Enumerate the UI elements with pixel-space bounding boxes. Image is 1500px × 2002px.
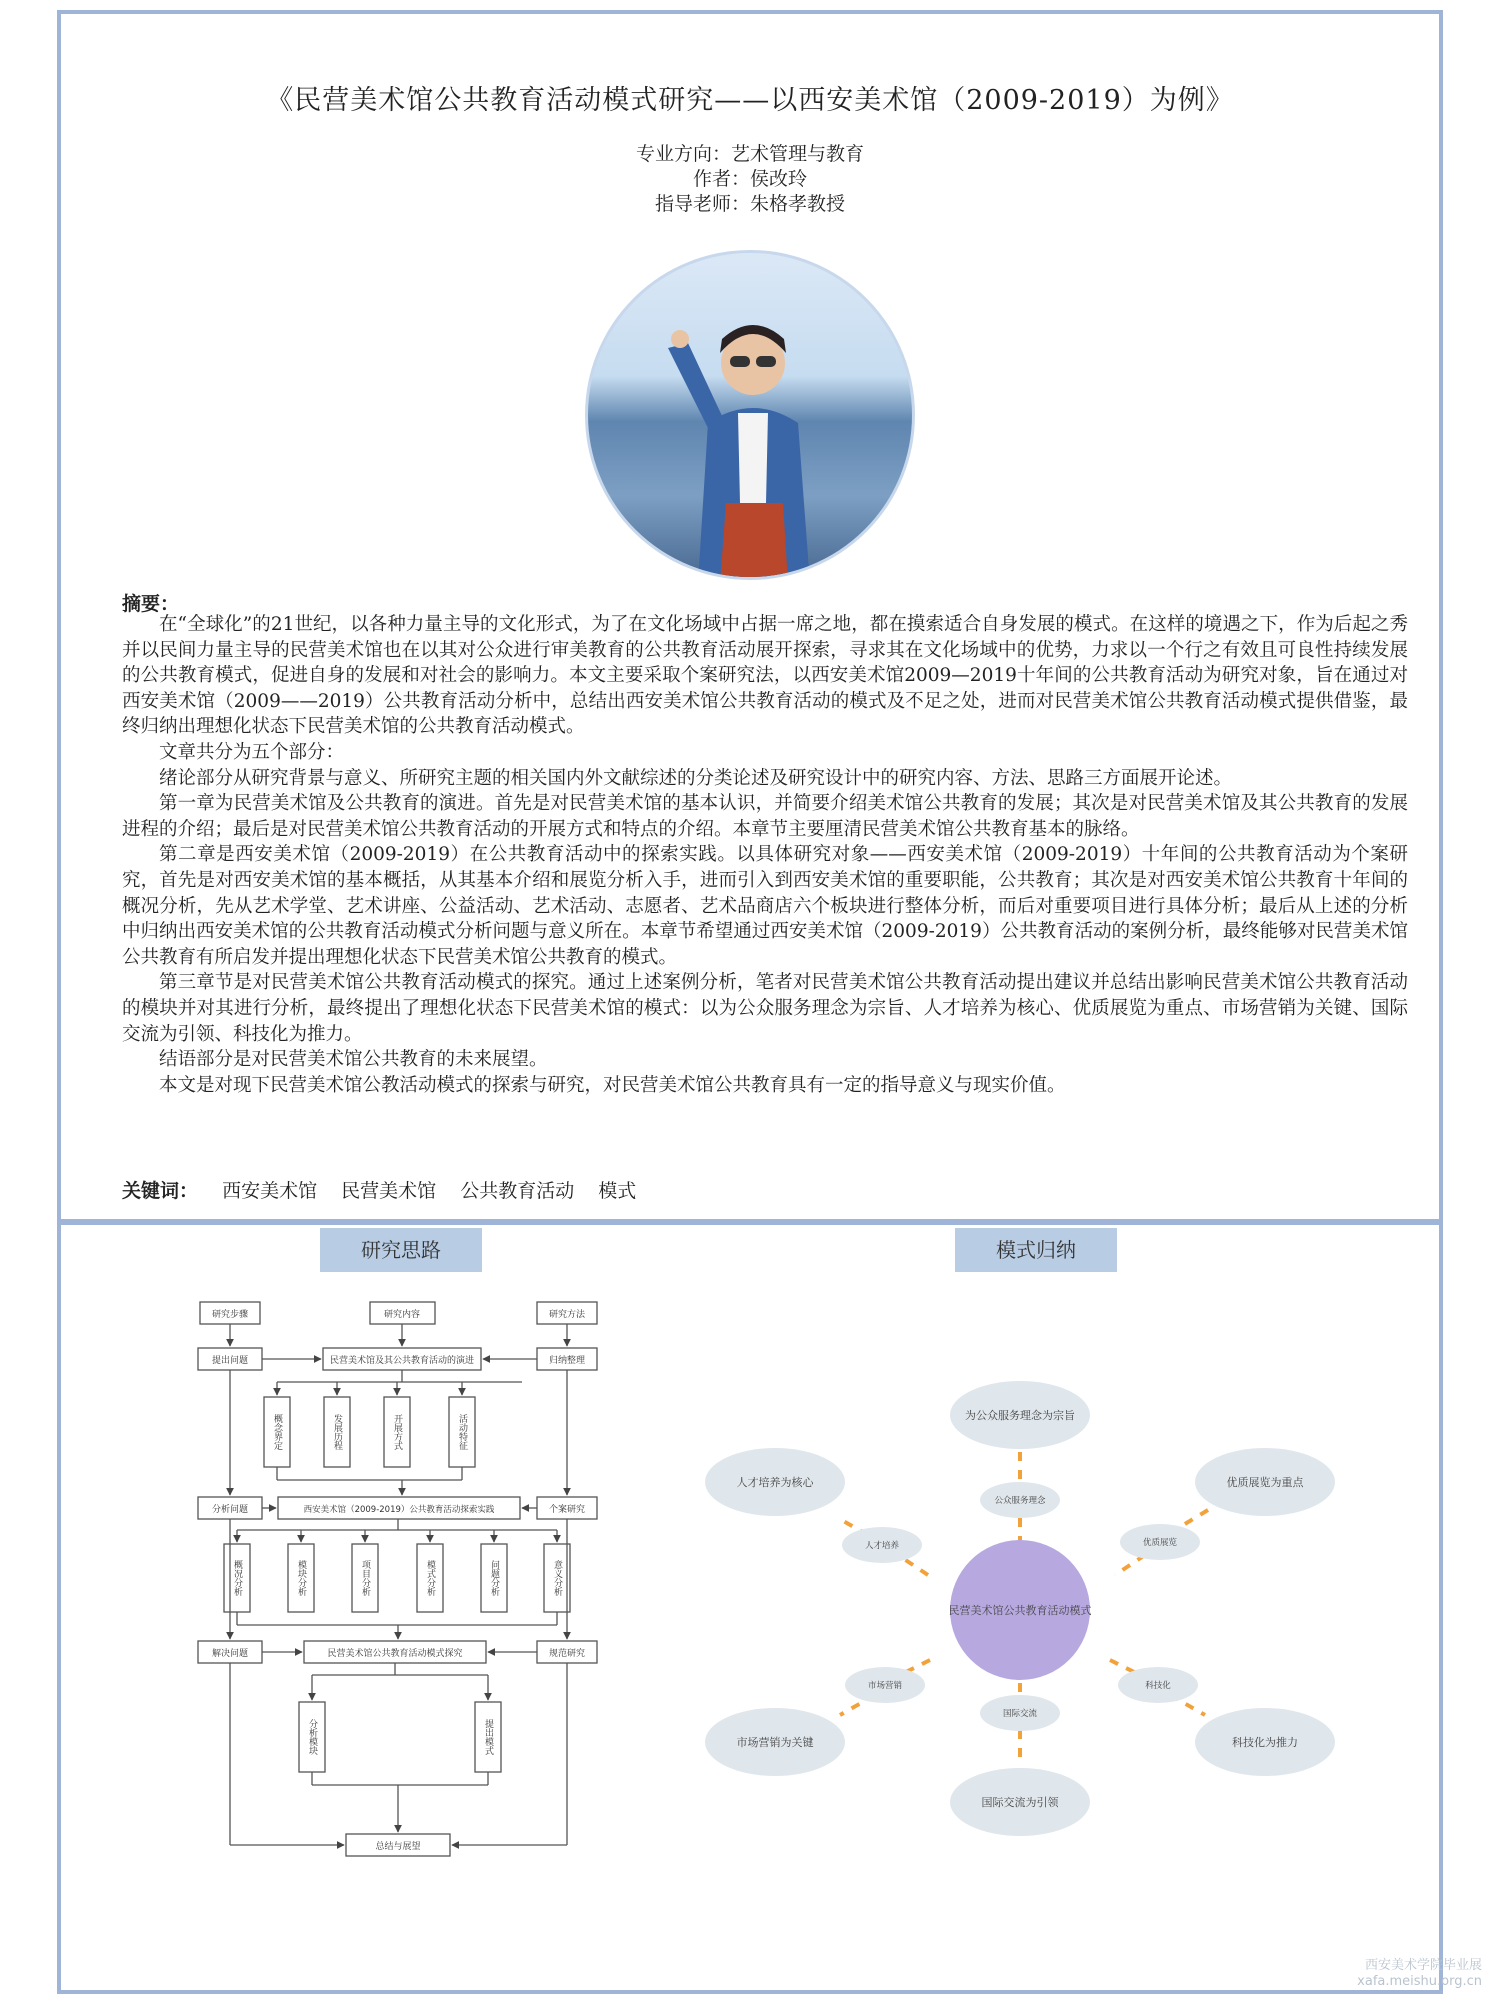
abstract-paragraph: 结语部分是对民营美术馆公共教育的未来展望。: [159, 1049, 548, 1071]
outer-label: 市场营销为关键: [736, 1736, 814, 1749]
outer-label: 国际交流为引领: [981, 1796, 1059, 1809]
sub1-label: 概念界定: [272, 1414, 282, 1450]
keywords-line: [122, 1176, 636, 1203]
sub2-label: 模块分析: [296, 1560, 306, 1596]
col-head-steps: 研究步骤: [211, 1310, 249, 1320]
col-head-content: 研究内容: [383, 1310, 421, 1320]
step-label: 解决问题: [211, 1649, 249, 1659]
major-label: 专业方向：: [635, 143, 731, 165]
sub1-label: 开展方式: [392, 1414, 402, 1450]
step-label: 提出问题: [211, 1356, 249, 1366]
keyword: 西安美术馆: [222, 1180, 318, 1202]
keywords-label: 关键词：: [122, 1180, 199, 1202]
method-label: 规范研究: [548, 1649, 586, 1659]
outer-label: 优质展览为重点: [1226, 1476, 1304, 1489]
abstract-paragraph: 文章共分为五个部分：: [159, 741, 345, 763]
model-diagram: [700, 1370, 1360, 1870]
sub2-label: 模式分析: [425, 1560, 435, 1596]
abstract-paragraph: 第三章节是对民营美术馆公共教育活动模式的探究。通过上述案例分析，笔者对民营美术馆公共教育活动提出建议并总结出影响民营美术馆公共教育活动的模块并对其进行分析，最终提出了理想化状态下民营美术馆的模式：以为公众服务理念为宗旨、人才培养为核心、优质展览为重点、市场营销为关键、国际交流为引领、科技化为推力。: [122, 972, 1408, 1045]
author-value: 侯改玲: [750, 168, 808, 190]
sub1-label: 活动特征: [457, 1414, 467, 1450]
abstract-heading: 摘要：: [122, 593, 180, 615]
author-line: [0, 167, 1500, 192]
sub2-label: 意义分析: [552, 1560, 562, 1596]
sub3-label: 分析模块: [307, 1719, 317, 1755]
advisor-label: 指导老师：: [654, 193, 750, 215]
inner-label: 市场营销: [867, 1681, 903, 1691]
sub2-label: 概况分析: [232, 1560, 242, 1596]
sub2-label: 项目分析: [360, 1560, 370, 1596]
outer-label: 人才培养为核心: [736, 1476, 814, 1489]
method-label: 个案研究: [548, 1505, 586, 1515]
watermark-line: xafa.meishu.org.cn: [1357, 1974, 1482, 1989]
inner-label: 人才培养: [864, 1541, 900, 1551]
method-label: 归纳整理: [548, 1356, 586, 1366]
content-main-3: 民营美术馆公共教育活动模式探究: [327, 1649, 463, 1659]
sub3-label: 提出模式: [483, 1719, 493, 1755]
advisor-line: [0, 192, 1500, 217]
col-head-methods: 研究方法: [548, 1310, 586, 1320]
model-center-label: 民营美术馆公共教育活动模式: [948, 1604, 1092, 1617]
inner-label: 优质展览: [1142, 1538, 1178, 1548]
author-label: 作者：: [692, 168, 750, 190]
outer-label: 科技化为推力: [1232, 1736, 1298, 1749]
abstract-paragraph: 第二章是西安美术馆（2009-2019）在公共教育活动中的探索实践。以具体研究对象——西安美术馆（2009-2019）十年间的公共教育活动为个案研究，首先是对西安美术馆的基本概括，从其基本介绍和展览分析入手，进而引入到西安美术馆的重要职能，公共教育；其次是对西安美术馆公共教育十年间的概况分析，先从艺术学堂、艺术讲座、公益活动、艺术活动、志愿者、艺术品商店六个板块进行整体分析，而后对重要项目进行具体分析；最后从上述的分析中归纳出西安美术馆的公共教育活动模式分析问题与意义所在。本章节希望通过西安美术馆（2009-2019）公共教育活动的案例分析，最终能够对民营美术馆公共教育有所启发并提出理想化状态下民营美术馆公共教育的模式。: [122, 844, 1408, 968]
model-section-label: 模式归纳: [955, 1228, 1117, 1272]
research-flowchart: [180, 1290, 620, 1950]
content-main-2: 西安美术馆（2009-2019）公共教育活动探索实践: [303, 1505, 495, 1515]
abstract-body: [122, 612, 1408, 1098]
abstract-paragraph: 第一章为民营美术馆及公共教育的演进。首先是对民营美术馆的基本认识，并简要介绍美术馆公共教育的发展；其次是对民营美术馆及其公共教育的发展进程的介绍；最后是对民营美术馆公共教育活动的开展方式和特点的介绍。本章节主要厘清民营美术馆公共教育基本的脉络。: [122, 793, 1408, 840]
keyword: 公共教育活动: [460, 1180, 575, 1202]
major-value: 艺术管理与教育: [731, 143, 865, 165]
inner-label: 科技化: [1145, 1681, 1171, 1691]
inner-label: 国际交流: [1002, 1709, 1038, 1719]
watermark: [1357, 1958, 1482, 1990]
advisor-value: 朱格孝教授: [750, 193, 846, 215]
abstract-paragraph: 在“全球化”的21世纪，以各种力量主导的文化形式，为了在文化场域中占据一席之地，都在摸索适合自身发展的模式。在这样的境遇之下，作为后起之秀并以民间力量主导的民营美术馆也在以其对公众进行审美教育的公共教育活动展开探索，寻求其在文化场域中的优势，力求以一个行之有效且可良性持续发展的公共教育模式，促进自身的发展和对社会的影响力。本文主要采取个案研究法，以西安美术馆2009—2019十年间的公共教育活动为研究对象，旨在通过对西安美术馆（2009——2019）公共教育活动分析中，总结出西安美术馆公共教育活动的模式及不足之处，进而对民营美术馆公共教育活动模式提供借鉴，最终归纳出理想化状态下民营美术馆的公共教育活动模式。: [122, 614, 1408, 738]
thesis-title: 《民营美术馆公共教育活动模式研究——以西安美术馆（2009-2019）为例》: [266, 85, 1234, 116]
sub1-label: 发展历程: [332, 1414, 342, 1450]
author-portrait: [585, 250, 915, 580]
abstract-paragraph: 本文是对现下民营美术馆公教活动模式的探索与研究，对民营美术馆公共教育具有一定的指导意义与现实价值。: [159, 1074, 1066, 1096]
major-line: [0, 142, 1500, 167]
content-final: 总结与展望: [375, 1842, 421, 1852]
research-section-label: 研究思路: [320, 1228, 482, 1272]
sub2-label: 问题分析: [489, 1560, 499, 1596]
outer-label: 为公众服务理念为宗旨: [965, 1409, 1075, 1422]
portrait-figure: [588, 253, 915, 580]
keyword: 模式: [598, 1180, 637, 1202]
inner-label: 公众服务理念: [994, 1496, 1046, 1506]
abstract-paragraph: 绪论部分从研究背景与意义、所研究主题的相关国内外文献综述的分类论述及研究设计中的研究内容、方法、思路三方面展开论述。: [159, 767, 1233, 789]
content-main-1: 民营美术馆及其公共教育活动的演进: [329, 1356, 475, 1366]
step-label: 分析问题: [211, 1505, 249, 1515]
keyword: 民营美术馆: [341, 1180, 437, 1202]
watermark-line: 西安美术学院毕业展: [1364, 1958, 1482, 1973]
